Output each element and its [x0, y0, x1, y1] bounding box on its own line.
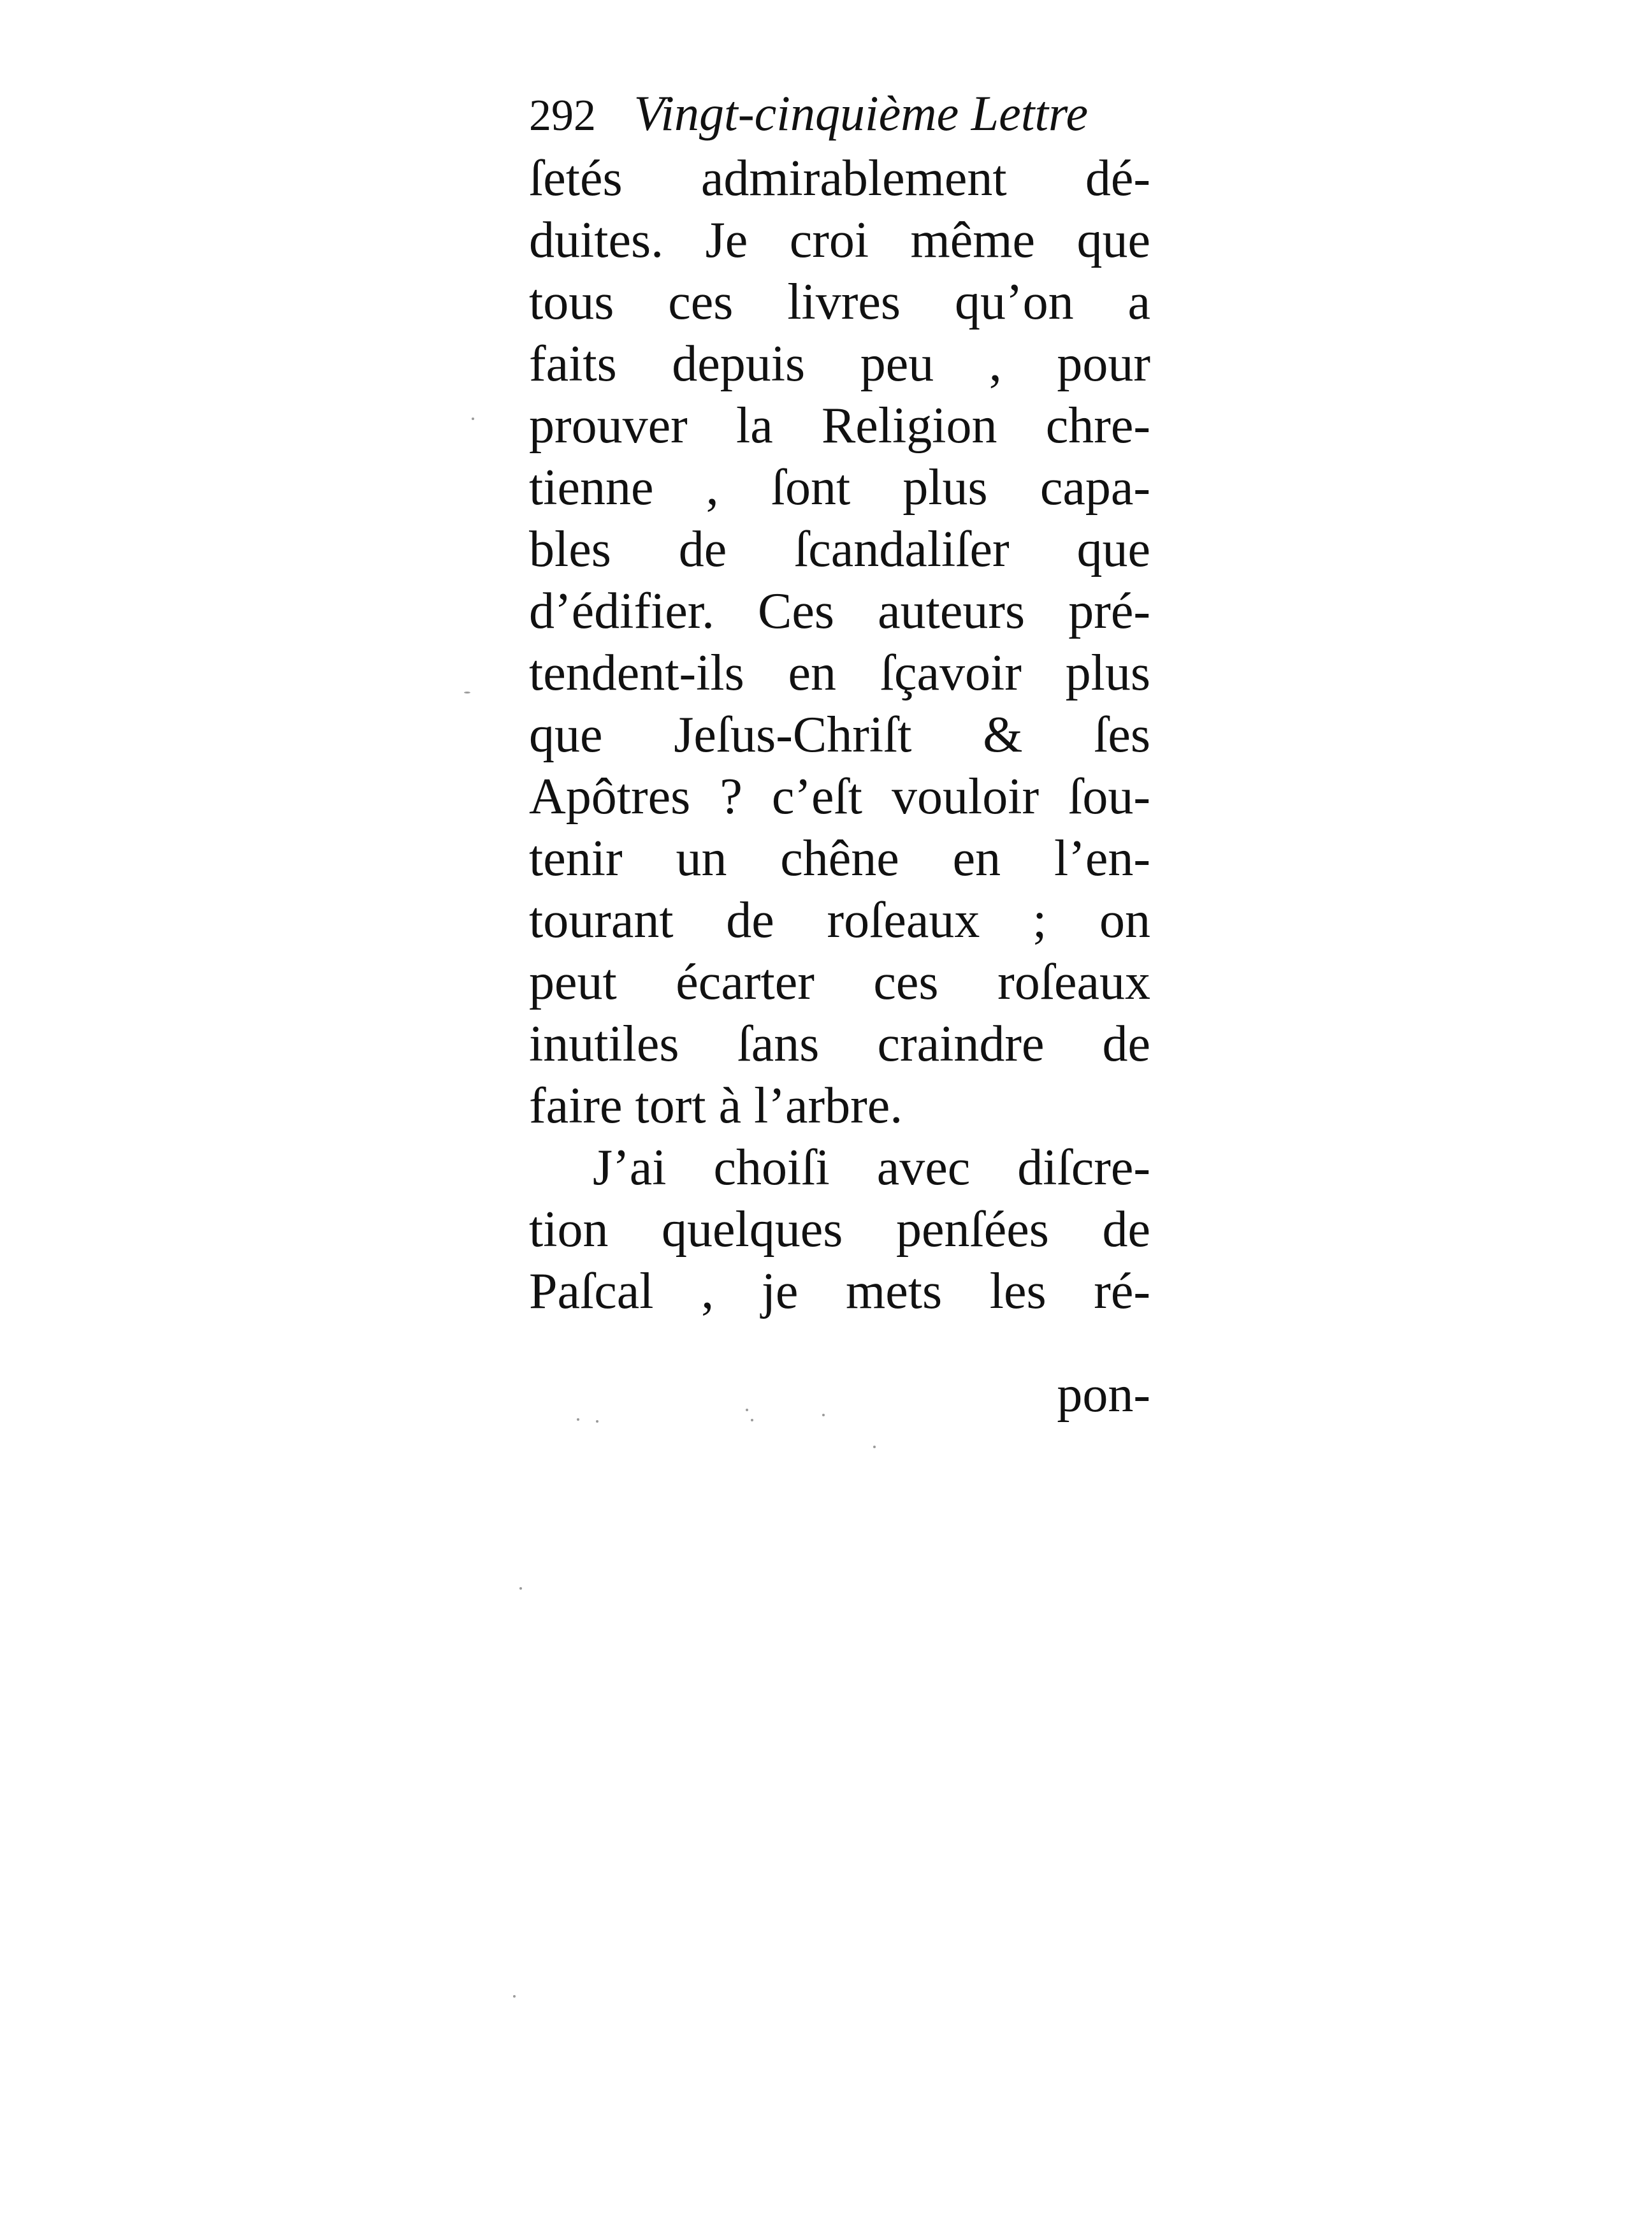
paper-speck [513, 1995, 516, 1998]
paper-speck [472, 417, 474, 420]
paper-speck [746, 1409, 748, 1411]
catchword: pon- [1057, 1367, 1150, 1423]
text-line: ſetés admirablement dé- [529, 150, 1150, 207]
text-line: Apôtres ? c’eſt vouloir ſou- [529, 769, 1150, 825]
text-line: duites. Je croi même que [529, 212, 1150, 268]
paper-speck [464, 692, 470, 693]
text-line: bles de ſcandaliſer que [529, 521, 1150, 577]
paper-speck [873, 1446, 876, 1448]
text-line: tenir un chêne en l’en- [529, 831, 1150, 887]
paper-speck [577, 1418, 579, 1421]
text-line: faits depuis peu , pour [529, 336, 1150, 392]
paper-speck [519, 1587, 522, 1590]
text-line: d’édifier. Ces auteurs pré- [529, 583, 1150, 639]
page-number: 292 [529, 91, 596, 140]
text-line: que Jeſus-Chriſt & ſes [529, 707, 1150, 763]
text-line: peut écarter ces roſeaux [529, 954, 1150, 1010]
text-line: inutiles ſans craindre de [529, 1016, 1150, 1072]
paper-speck [596, 1420, 598, 1423]
running-title: Vingt-cinquième Lettre [634, 85, 1089, 141]
text-line: tous ces livres qu’on a [529, 274, 1150, 330]
text-line: J’ai choiſi avec diſcre- [593, 1140, 1150, 1196]
text-line: tion quelques penſées de [529, 1201, 1150, 1258]
text-line: tienne , ſont plus capa- [529, 460, 1150, 516]
text-line: prouver la Religion chre- [529, 398, 1150, 454]
running-head [529, 82, 1154, 145]
text-line: Paſcal , je mets les ré- [529, 1263, 1150, 1319]
text-line: tendent-ils en ſçavoir plus [529, 645, 1150, 701]
paper-speck [822, 1414, 825, 1416]
text-line: tourant de roſeaux ; on [529, 892, 1150, 948]
text-line: faire tort à l’arbre. [529, 1078, 903, 1134]
paper-speck [751, 1419, 753, 1421]
